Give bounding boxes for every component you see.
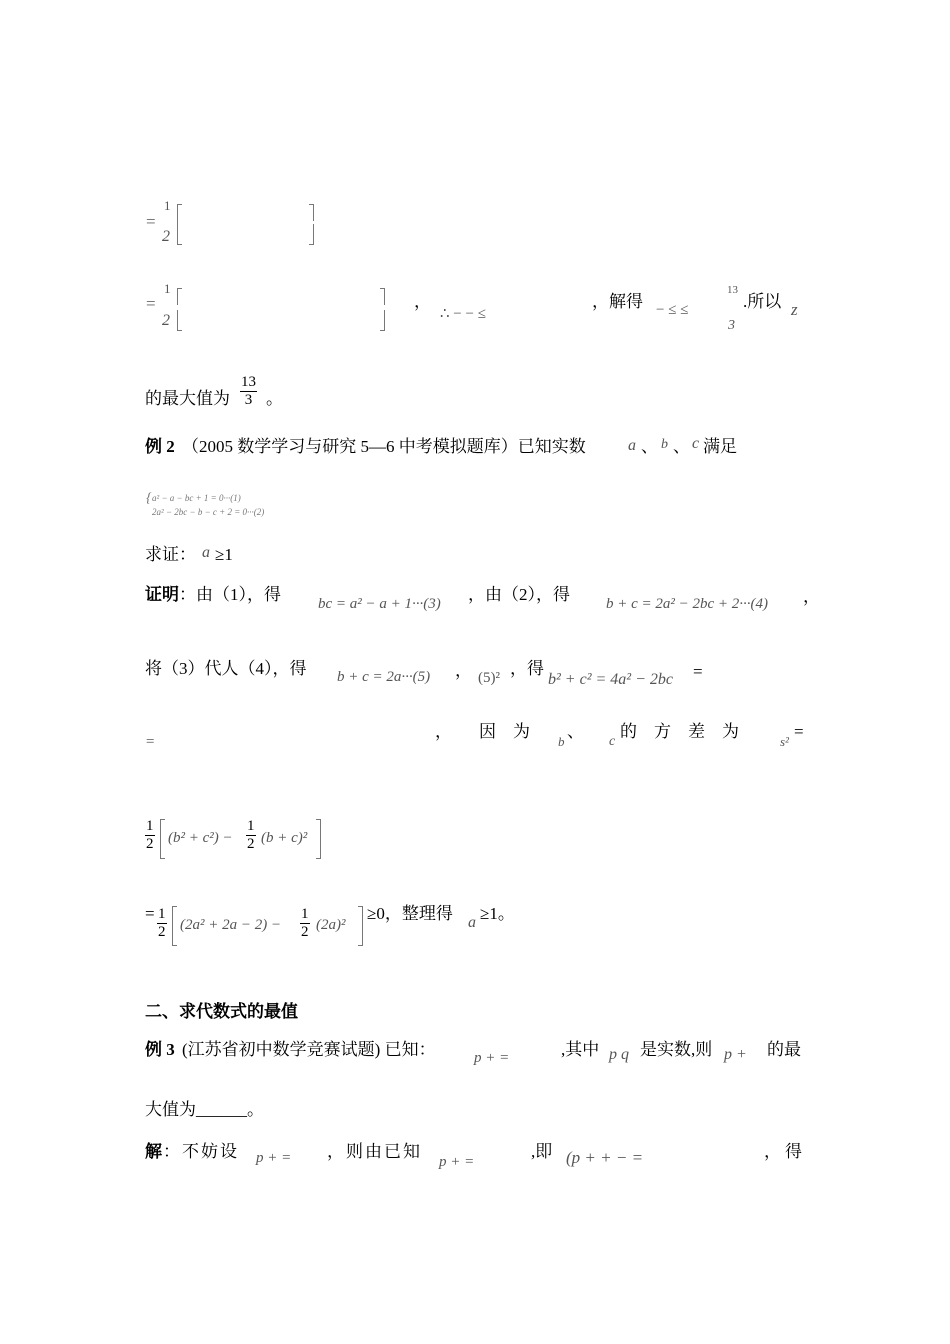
proof-l4-half-den: 2 (146, 836, 154, 852)
proof-l2-c: ，得 (510, 659, 544, 678)
proof-l5-expr: (2a² + 2a − 2) − (180, 917, 282, 933)
prove-label: 求证： (145, 545, 196, 564)
line2-right-bracket (380, 288, 385, 305)
proof-dun: 、 (567, 722, 584, 741)
proof-l4-expr2: (b + c)² (261, 830, 308, 846)
max-value-denominator: 3 (244, 392, 253, 408)
line2-solve-text: ，解得 (592, 292, 643, 311)
example3-mid2: 是实数,则 (640, 1040, 713, 1059)
line2-frac-num: 13 (727, 284, 738, 296)
line2-comma: ， (414, 292, 431, 311)
example2-var-a: a (628, 437, 636, 454)
line2-frac-den: 3 (728, 318, 735, 333)
proof-l1-b: ，由（2），得 (468, 585, 570, 604)
solution-d: ，得 (764, 1142, 806, 1161)
example3-line2: 大值为______。 (145, 1100, 264, 1119)
line2-z-var: z (791, 300, 798, 319)
proof-l5-half (157, 906, 167, 941)
prove-var-a: a (202, 544, 210, 561)
proof-l5-end: ≥1。 (480, 904, 515, 923)
line2-half-num: 1 (164, 281, 171, 296)
system-eq2: 2a² − 2bc − b − c + 2 = 0···(2) (152, 507, 265, 517)
line1-right-bracket-lower (309, 224, 314, 245)
max-value-prefix: 的最大值为 (145, 389, 230, 408)
line1-half-den: 2 (162, 228, 170, 245)
proof-variance-text: 的 方 差 为 (620, 722, 739, 741)
example2-source: （2005 数学学习与研究 5—6 中考模拟题库）已知实数 (182, 437, 586, 456)
proof-l4-half-num: 1 (146, 818, 154, 834)
line2-equals: = (146, 294, 156, 313)
proof-l5-left-bracket (172, 906, 177, 946)
proof-l5-expr2: (2a)² (316, 917, 346, 933)
solution-b: ，则由已知 (327, 1142, 422, 1161)
proof-s2: s² (780, 734, 789, 749)
solution-a: ：不妨设 (163, 1142, 239, 1161)
proof-l5-right-bracket (358, 906, 363, 946)
max-value-numerator: 13 (241, 374, 256, 390)
line2-left-bracket-lower (177, 310, 182, 331)
line2-therefore-expr: ∴ − − ≤ (440, 306, 486, 322)
line1-half-num: 1 (164, 198, 171, 213)
proof-l5-inner-half-den: 2 (301, 924, 309, 940)
line2-range-expr: − ≤ ≤ (656, 302, 689, 318)
proof-eq3: bc = a² − a + 1···(3) (318, 596, 441, 612)
proof-l4-inner-half-den: 2 (247, 836, 255, 852)
line2-right-bracket-lower (380, 310, 385, 331)
proof-l5-var-a: a (468, 914, 476, 931)
example2-tail: 满足 (703, 437, 737, 456)
system-brace: { (146, 491, 152, 506)
solution-label: 解 (145, 1142, 162, 1161)
example2-label: 例 2 (145, 437, 175, 456)
proof-var-c: c (609, 734, 616, 749)
solution-expr1: p + = (256, 1150, 292, 1166)
proof-eq6: = (145, 734, 156, 750)
proof-l4-expr: (b² + c²) − (168, 830, 233, 846)
line1-right-bracket (309, 204, 314, 221)
proof-l4-inner-half-num: 1 (247, 818, 255, 834)
proof-l1-a: ：由（1），得 (179, 585, 281, 604)
proof-square5: (5)² (478, 670, 500, 686)
proof-l4-left-bracket (160, 819, 165, 859)
proof-l5-tail: ≥0，整理得 (367, 904, 453, 923)
solution-c: ,即 (531, 1142, 553, 1161)
proof-l5-inner-half-num: 1 (301, 906, 309, 922)
proof-l4-half (145, 818, 155, 853)
example2-sep1: 、 (641, 437, 658, 456)
proof-eq4: b + c = 2a² − 2bc + 2···(4) (606, 596, 769, 612)
line2-half-den: 2 (162, 312, 170, 329)
proof-l2-d: = (693, 662, 703, 681)
proof-l4-right-bracket (316, 819, 321, 859)
proof-eq5: b + c = 2a···(5) (337, 669, 431, 685)
example3-pq: p q (609, 1046, 629, 1063)
example3-tail: 的最 (767, 1040, 801, 1059)
example3-label: 例 3 (145, 1040, 175, 1059)
section2-title: 二、求代数式的最值 (145, 1002, 298, 1021)
proof-l3-b: ， (435, 722, 452, 741)
proof-label: 证明 (145, 585, 179, 604)
example3-source: (江苏省初中数学竞赛试题) 已知： (182, 1040, 436, 1059)
proof-l5-half-num: 1 (158, 906, 166, 922)
line1-equals: = (146, 212, 156, 231)
solution-expr3: (p + + − = (566, 1148, 644, 1167)
line2-left-bracket (177, 288, 182, 305)
proof-l4-inner-half (246, 818, 256, 853)
proof-var-b: b (558, 734, 565, 749)
proof-l5-eq: = (145, 904, 155, 923)
proof-l2-a: 将（3）代人（4），得 (145, 659, 307, 678)
example3-expr: p + = (474, 1050, 510, 1066)
line2-suoyi: .所以 (743, 292, 782, 311)
proof-because: 因 为 (479, 722, 530, 741)
proof-l1-c: ， (803, 587, 820, 606)
proof-l2-eq: b² + c² = 4a² − 2bc (548, 671, 673, 688)
proof-l2-b: ， (455, 661, 472, 680)
example3-expr2: p + (724, 1046, 747, 1063)
proof-l3-eq: = (794, 722, 804, 741)
max-value-suffix: 。 (266, 389, 283, 408)
system-eq1: a² − a − bc + 1 = 0···(1) (152, 493, 241, 503)
max-value-fraction (240, 374, 257, 409)
prove-ge: ≥1 (215, 545, 233, 564)
proof-l5-inner-half (300, 906, 310, 941)
proof-l5-half-den: 2 (158, 924, 166, 940)
solution-expr2: p + = (439, 1154, 475, 1170)
example2-sep2: 、 (673, 437, 690, 456)
line1-left-bracket-lower (177, 224, 182, 245)
example2-var-c: c (692, 435, 700, 452)
example2-var-b: b (661, 437, 668, 452)
example3-mid: ,其中 (561, 1040, 600, 1059)
